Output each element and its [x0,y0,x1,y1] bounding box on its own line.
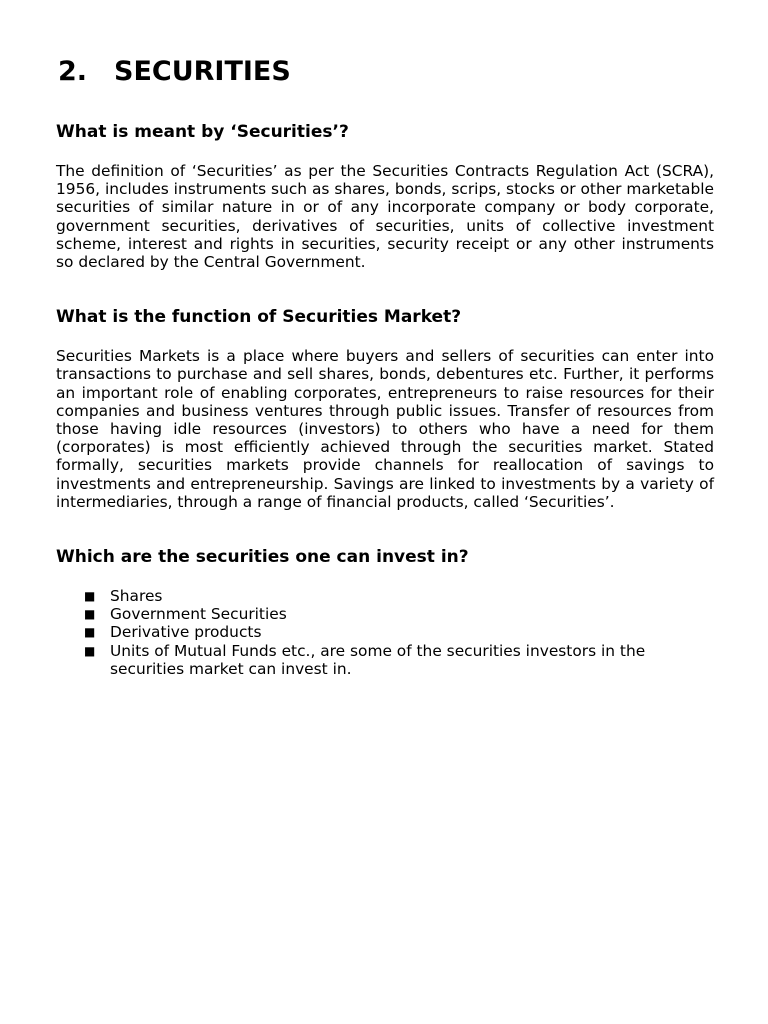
list-item [84,605,714,623]
bullet-square-icon: ■ [84,589,96,604]
chapter-number: 2. [58,56,88,87]
section-body-meaning: The definition of ‘Securities’ as per the Securities Contracts Regulation Act (SCRA), 1956, includes instruments such as shares, bonds, scrips, stocks or other marketable securities of similar nature in or of any incorporate company or body corporate, government securities, derivatives of securities, units of collective investment scheme, interest and rights in securities, security receipt or any other instruments so declared by the Central Government. [56,162,714,272]
list-item-text: Units of Mutual Funds etc., are some of the securities investors in the securities market can invest in. [110,641,646,678]
chapter-title [58,52,714,92]
list-item-text: Shares [110,587,163,606]
list-item-text: Derivative products [110,623,262,642]
list-item [84,587,714,605]
bullet-square-icon: ■ [84,607,96,622]
section-heading-meaning: What is meant by ‘Securities’? [56,122,349,142]
list-item-text: Government Securities [110,605,287,624]
section-body-function: Securities Markets is a place where buyers and sellers of securities can enter into transactions to purchase and sell shares, bonds, debentures etc. Further, it performs an important role of enabling corporates, entrepreneurs to raise resources for their companies and business ventures through public issues. Transfer of resources from those having idle resources (investors) to others who have a need for them (corporates) is most efficiently achieved through the securities market. Stated formally, securities markets provide channels for reallocation of savings to investments and entrepreneurship. Savings are linked to investments by a variety of intermediaries, through a range of financial products, called ‘Securities’. [56,347,714,511]
section-heading-function: What is the function of Securities Market? [56,307,462,328]
bullet-square-icon: ■ [84,625,96,640]
securities-list [56,587,714,678]
document-page [56,52,714,678]
bullet-square-icon: ■ [84,643,96,658]
list-item [84,642,714,678]
list-item [84,623,714,641]
section-heading-investable: Which are the securities one can invest in? [56,547,469,568]
chapter-title-text: SECURITIES [114,56,291,87]
